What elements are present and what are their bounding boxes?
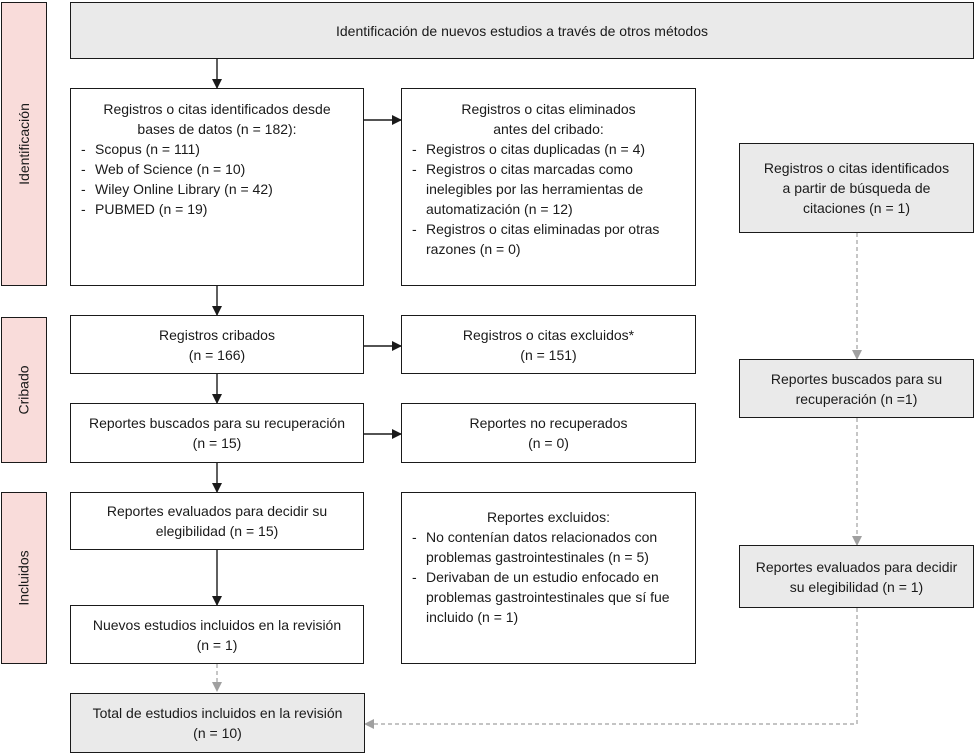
box-reports-sought: Reportes buscados para su recuperación (n = 15) — [70, 403, 364, 463]
list-item: - Registros o citas eliminadas por otras razones (n = 0) — [410, 219, 687, 259]
stage-label-cribado: Cribado — [1, 317, 47, 463]
box-new-studies-included: Nuevos estudios incluidos en la revisión (n = 1) — [70, 605, 364, 664]
box-removed-before-screening — [401, 88, 696, 286]
box-records-screened: Registros cribados (n = 166) — [70, 315, 364, 374]
list-item: - Wiley Online Library (n = 42) — [79, 179, 355, 199]
list-item: - Derivaban de un estudio enfocado en problemas gastrointestinales que sí fue incluido (n = 1) — [410, 567, 687, 627]
box-reports-assessed-other: Reportes evaluados para decidir su elegibilidad (n = 1) — [739, 545, 974, 608]
stage-label-incluidos: Incluidos — [1, 492, 47, 664]
list-item: - No contenían datos relacionados con problemas gastrointestinales (n = 5) — [410, 527, 687, 567]
list-item: - PUBMED (n = 19) — [79, 199, 355, 219]
diagram-title: Identificación de nuevos estudios a través de otros métodos — [70, 2, 974, 59]
reports-excluded-list — [410, 527, 687, 627]
list-item: - Scopus (n = 111) — [79, 139, 355, 159]
list-item: - Registros o citas marcadas como inelegibles por las herramientas de automatización (n = 12) — [410, 159, 687, 219]
database-source-list — [79, 139, 355, 219]
reports-excluded-heading: Reportes excluidos: — [487, 509, 610, 525]
removed-before-heading: Registros o citas eliminados antes del cribado: — [461, 101, 636, 137]
box-reports-excluded — [401, 492, 696, 664]
removed-reasons-list — [410, 139, 687, 259]
box-reports-assessed: Reportes evaluados para decidir su elegibilidad (n = 15) — [70, 492, 364, 550]
box-records-excluded: Registros o citas excluidos* (n = 151) — [401, 315, 696, 374]
list-item: - Web of Science (n = 10) — [79, 159, 355, 179]
box-reports-sought-other: Reportes buscados para su recuperación (n =1) — [739, 359, 974, 418]
stage-label-identificacion: Identificación — [1, 2, 47, 286]
box-citation-search: Registros o citas identificados a partir de búsqueda de citaciones (n = 1) — [739, 143, 974, 233]
database-records-heading: Registros o citas identificados desde bases de datos (n = 182): — [103, 101, 331, 137]
box-total-studies-included: Total de estudios incluidos en la revisión (n = 10) — [70, 693, 365, 753]
list-item: - Registros o citas duplicadas (n = 4) — [410, 139, 687, 159]
box-database-records — [70, 88, 364, 286]
box-reports-not-retrieved: Reportes no recuperados (n = 0) — [401, 403, 696, 463]
